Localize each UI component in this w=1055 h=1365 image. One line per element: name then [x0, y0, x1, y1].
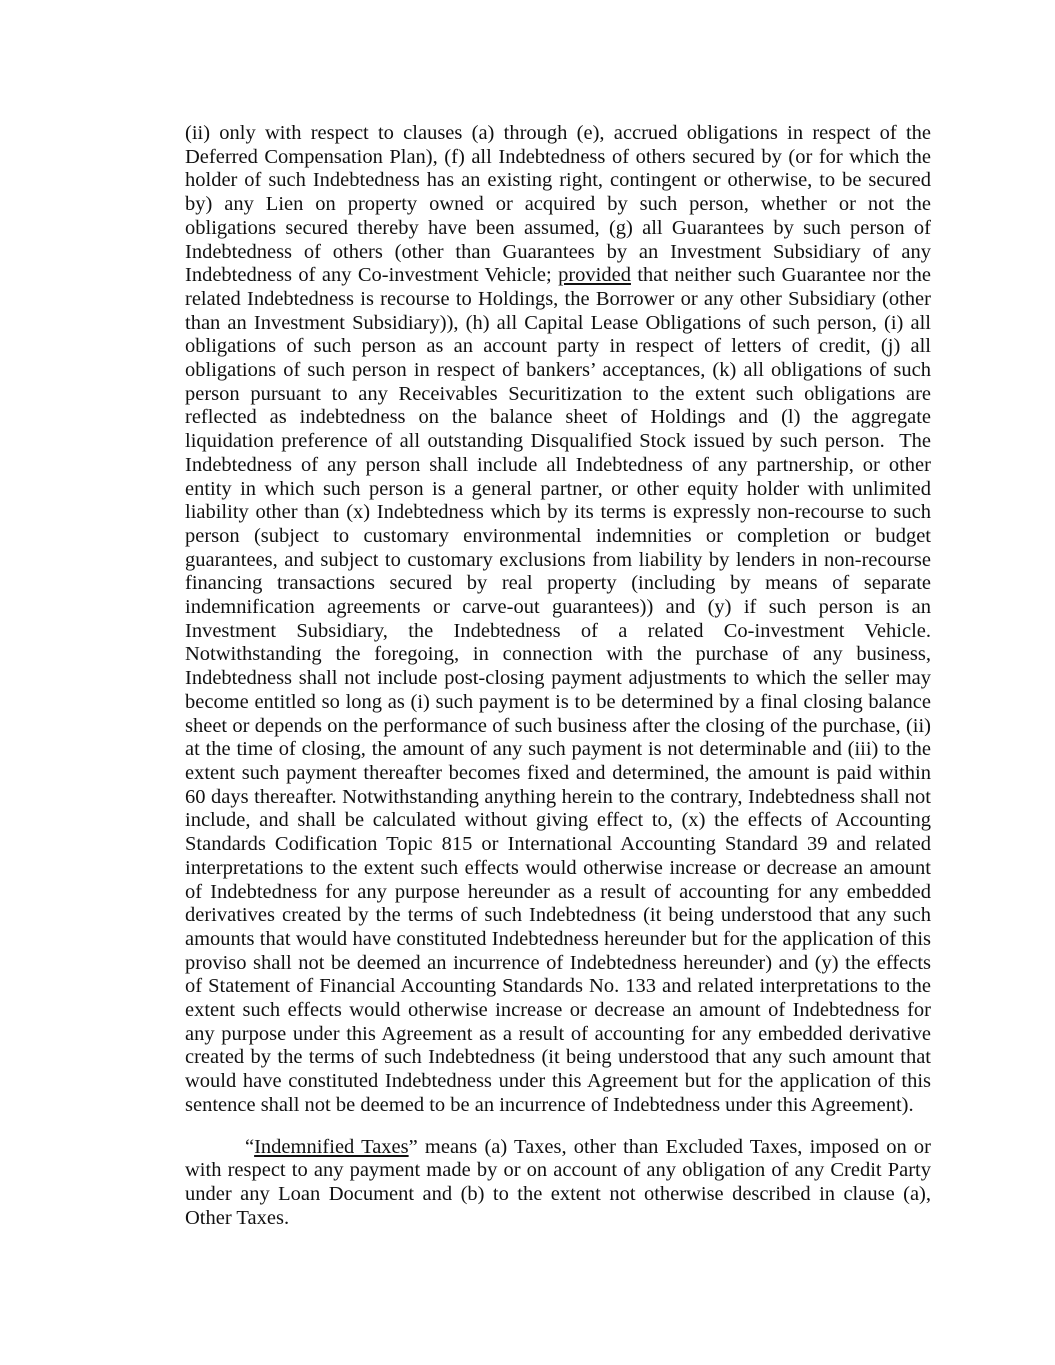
open-quote: “: [245, 1135, 255, 1158]
defined-term-indemnified-taxes: Indemnified Taxes: [254, 1135, 409, 1158]
paragraph-text-segment: that neither such Guarantee nor the related Indebtedness is recourse to Holdings, the Borrower or any other Subsidiary (other than an Investment Subsidiary)), (h) all Capital Lease Obligations of such person, (i) all obligations of such person as an account party in respect of letters of credit, (j) all obligations of such person in respect of bankers’ acceptances, (k) all obligations of such person pursuant to any Receivables Securitization to the extent such obligations are reflected as indebtedness on the balance sheet of Holdings and (l) the aggregate liquidation preference of all outstanding Disqualified Stock issued by such person. The Indebtedness of any person shall include all Indebtedness of any partnership, or other entity in which such person is a general partner, or other equity holder with unlimited liability other than (x) Indebtedness which by its terms is expressly non-recourse to such person (subject to customary environmental indemnities or completion or budget guarantees, and subject to customary exclusions from liability by lenders in non-recourse financing transactions secured by real property (including by means of separate indemnification agreements or carve-out guarantees)) and (y) if such person is an Investment Subsidiary, the Indebtedness of a related Co-investment Vehicle. Notwithstanding the foregoing, in connection with the purchase of any business, Indebtedness shall not include post-closing payment adjustments to which the seller may become entitled so long as (i) such payment is to be determined by a final closing balance sheet or depends on the performance of such business after the closing of the purchase, (ii) at the time of closing, the amount of any such payment is not determinable and (iii) to the extent such payment thereafter becomes fixed and determined, the amount is paid within 60 days thereafter. Notwithstanding anything herein to the contrary, Indebtedness shall not include, and shall be calculated without giving effect to, (x) the effects of Accounting Standards Codification Topic 815 or International Accounting Standard 39 and related interpretations to the extent such effects would otherwise increase or decrease an amount of Indebtedness for any purpose hereunder as a result of accounting for any embedded derivatives created by the terms of such Indebtedness (it being understood that any such amounts that would have constituted Indebtedness hereunder but for the application of this proviso shall not be deemed an incurrence of Indebtedness hereunder) and (y) the effects of Statement of Financial Accounting Standards No. 133 and related interpretations to the extent such effects would otherwise increase or decrease an amount of Indebtedness for any purpose under this Agreement as a result of accounting for any embedded derivative created by the terms of such Indebtedness (it being understood that any such amount that would have constituted Indebtedness under this Agreement but for the application of this sentence shall not be deemed to be an incurrence of Indebtedness under this Agreement).: [185, 264, 942, 1116]
paragraph-text-segment: (ii) only with respect to clauses (a) through (e), accrued obligations in respect of the Deferred Compensation Plan), (f) all Indebtedness of others secured by (or for which the holder of such Indebtedness has an existing right, contingent or otherwise, to be secured by) any Lien on property owned or acquired by such person, whether or not the obligations secured thereby have been assumed, (g) all Guarantees by such person of Indebtedness of others (other than Guarantees by an Investment Subsidiary of any Indebtedness of any Co-investment Vehicle;: [185, 122, 937, 287]
defined-term-provided: provided: [558, 264, 631, 287]
paragraph-text-segment: ” means (a) Taxes, other than Excluded Taxes, imposed on or with respect to any payment made by or on account of any obligation of any Credit Party under any Loan Document and (b) to the extent not otherwise described in clause (a), Other Taxes.: [185, 1135, 937, 1229]
document-text-block: [185, 122, 942, 1248]
paragraph-indebtedness-continuation: [185, 122, 942, 1118]
paragraph-indemnified-taxes: [185, 1135, 937, 1231]
